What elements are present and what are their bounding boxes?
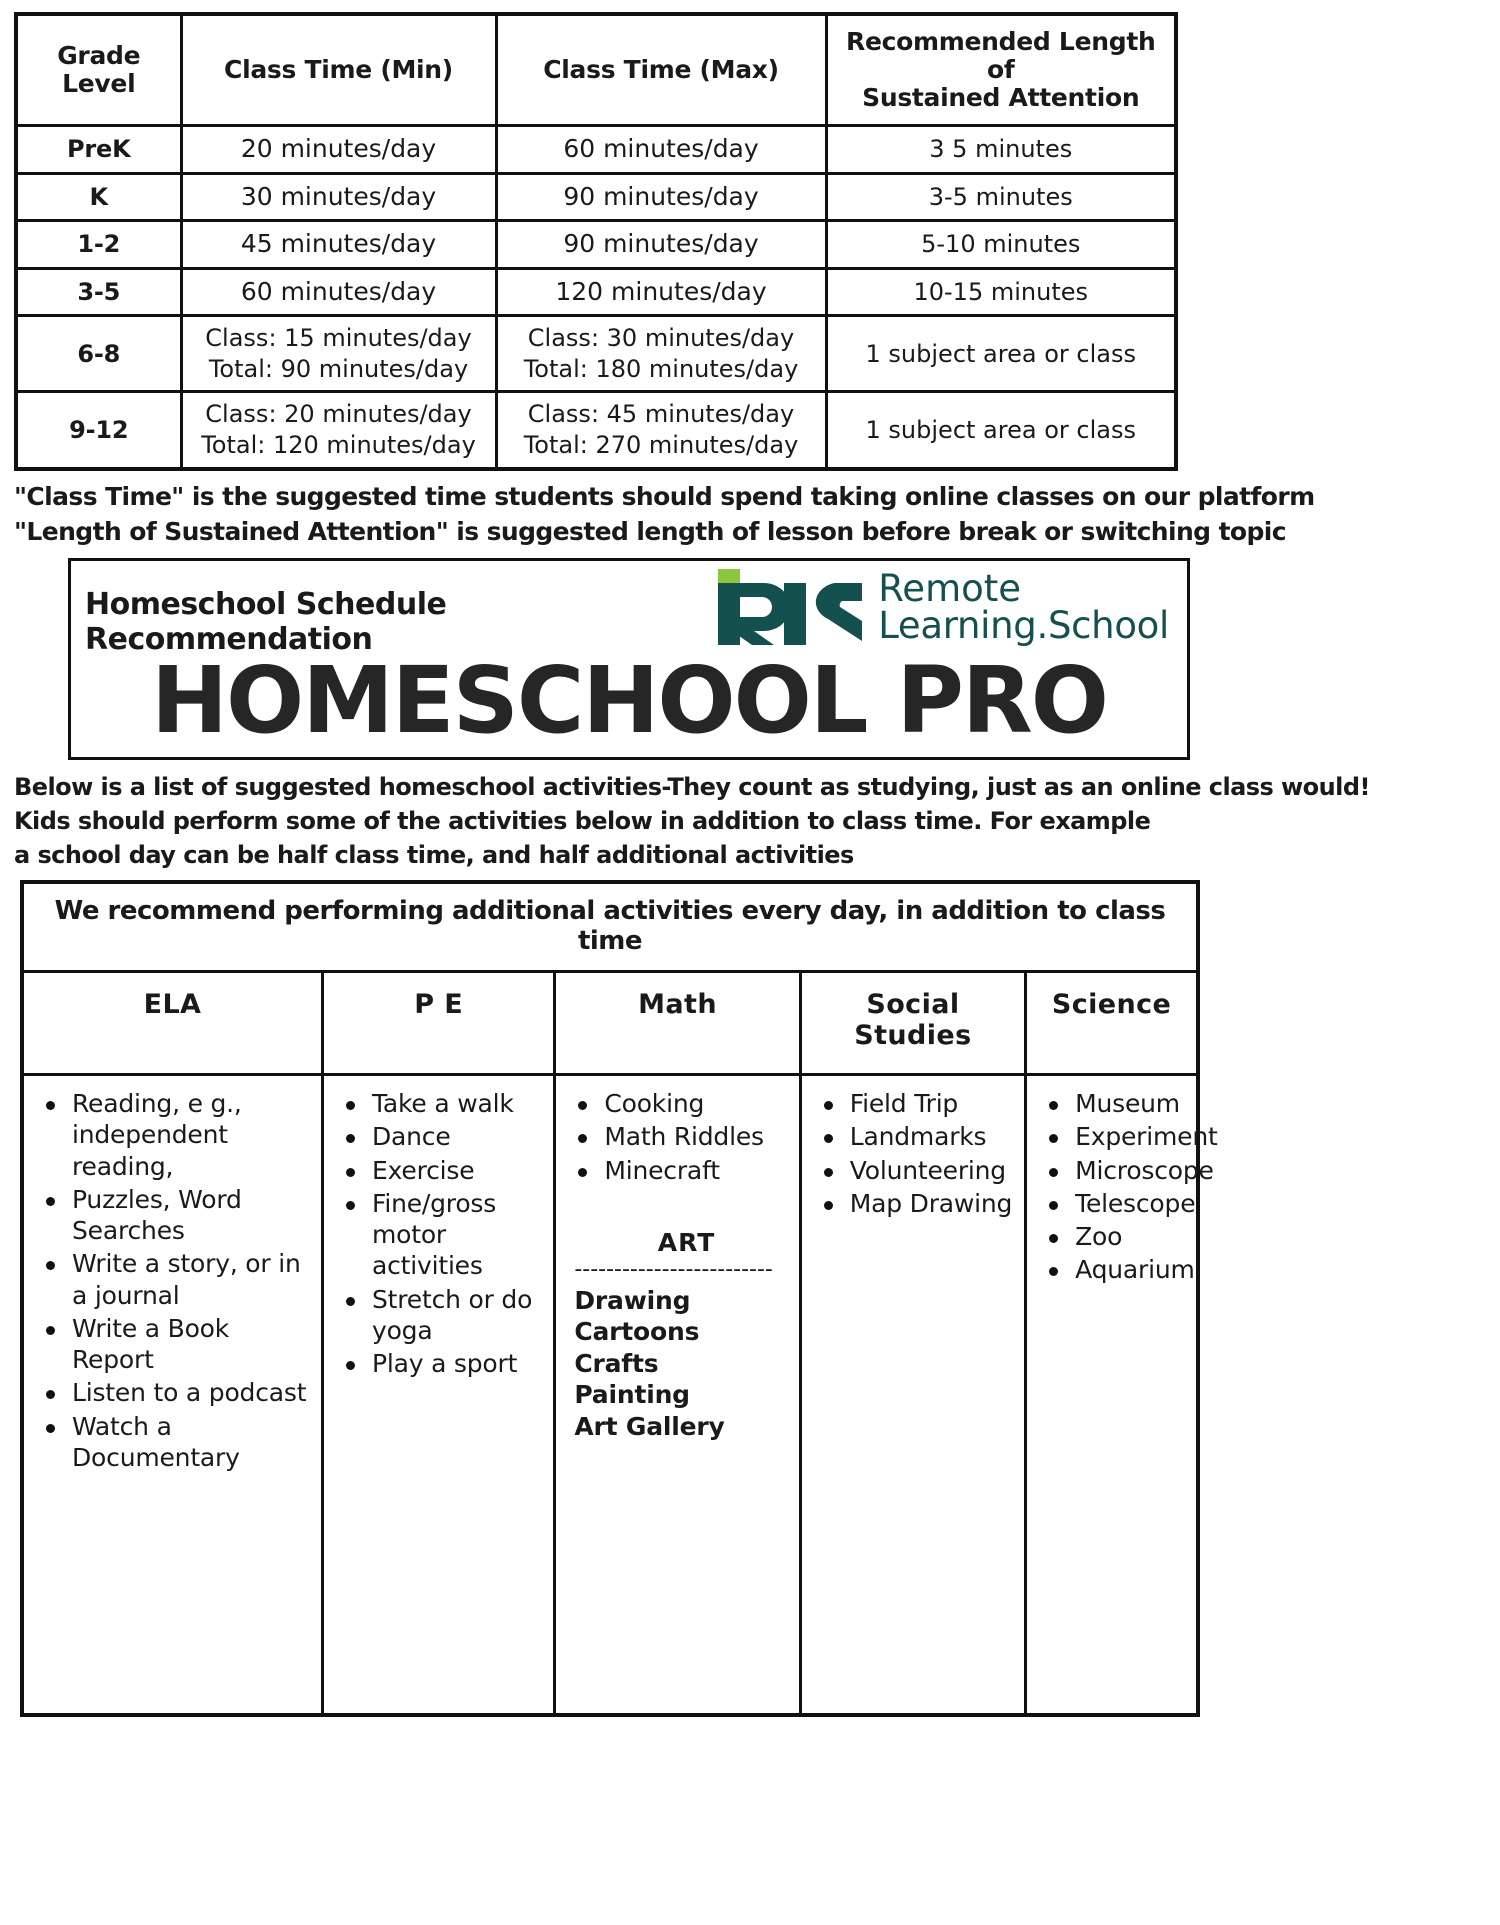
list-item: Map Drawing xyxy=(808,1188,1018,1219)
cell-attention: 3-5 minutes xyxy=(826,173,1176,221)
intro-line-3: a school day can be half class time, and half additional activities xyxy=(14,841,854,870)
list-item: Write a story, or in a journal xyxy=(30,1248,315,1311)
activities-subject-header-row xyxy=(22,972,1198,1075)
list-item: Volunteering xyxy=(808,1155,1018,1186)
note-class-time: "Class Time" is the suggested time students should spend taking online classes on our platform xyxy=(14,481,1315,511)
table-row xyxy=(16,126,1176,174)
list-item: Microscope xyxy=(1033,1155,1190,1186)
list-item: Zoo xyxy=(1033,1221,1190,1252)
header-top-row xyxy=(85,566,1173,657)
header-grade-line2: Level xyxy=(62,69,136,98)
cell-class-max-line1: Class: 45 minutes/day xyxy=(527,400,795,429)
table-row xyxy=(16,268,1176,316)
cell-grade: 3-5 xyxy=(16,268,181,316)
subject-header-social-studies: Social Studies xyxy=(800,972,1025,1075)
cell-class-max xyxy=(496,316,826,392)
cell-grade: 6-8 xyxy=(16,316,181,392)
list-item: Field Trip xyxy=(808,1088,1018,1119)
art-divider: ------------------------- xyxy=(574,1258,773,1281)
list-item: Landmarks xyxy=(808,1121,1018,1152)
header-class-time-max: Class Time (Max) xyxy=(496,14,826,126)
table-row xyxy=(16,173,1176,221)
activities-column-social-studies xyxy=(800,1075,1025,1715)
cell-grade: PreK xyxy=(16,126,181,174)
list-item: Reading, e g., independent reading, xyxy=(30,1088,315,1182)
list-item: Aquarium xyxy=(1033,1254,1190,1285)
intro-line-2: Kids should perform some of the activities below in addition to class time. For example xyxy=(14,806,1151,835)
art-subsection-title: ART xyxy=(657,1227,716,1257)
list-item: Play a sport xyxy=(330,1348,547,1379)
cell-class-max-line1: Class: 30 minutes/day xyxy=(527,324,795,352)
list-item: Watch a Documentary xyxy=(30,1411,315,1474)
activity-list-pe xyxy=(330,1088,547,1379)
cell-class-max-line2: Total: 270 minutes/day xyxy=(523,431,799,460)
cell-class-max: 90 minutes/day xyxy=(496,221,826,269)
cell-class-min: 45 minutes/day xyxy=(181,221,496,269)
cell-attention: 5-10 minutes xyxy=(826,221,1176,269)
table-row xyxy=(16,392,1176,469)
list-item: Listen to a podcast xyxy=(30,1377,315,1408)
list-item: Math Riddles xyxy=(562,1121,792,1152)
logo-word-remote: Remote xyxy=(878,566,1022,610)
cell-class-min xyxy=(181,392,496,469)
schedule-table-head xyxy=(16,14,1176,126)
cell-attention: 1 subject area or class xyxy=(826,316,1176,392)
cell-class-max: 60 minutes/day xyxy=(496,126,826,174)
art-item: Crafts xyxy=(574,1348,659,1378)
subject-header-pe: P E xyxy=(322,972,554,1075)
cell-attention: 3 5 minutes xyxy=(826,126,1176,174)
header-attention-line2: Sustained Attention xyxy=(862,83,1140,112)
table-row xyxy=(16,221,1176,269)
table-header-row xyxy=(16,14,1176,126)
cell-class-min-line2: Total: 90 minutes/day xyxy=(208,354,469,383)
art-item: Painting xyxy=(574,1380,690,1410)
cell-grade: 1-2 xyxy=(16,221,181,269)
schedule-table xyxy=(14,12,1178,471)
cell-class-max xyxy=(496,392,826,469)
subject-header-math: Math xyxy=(555,972,800,1075)
cell-class-min: 20 minutes/day xyxy=(181,126,496,174)
activities-banner: We recommend performing additional activities every day, in addition to class time xyxy=(22,882,1198,972)
activity-list-science xyxy=(1033,1088,1218,1286)
list-item: Write a Book Report xyxy=(30,1313,315,1376)
cell-class-min-line2: Total: 120 minutes/day xyxy=(201,431,476,460)
header-grade-line1: Grade xyxy=(57,41,141,70)
list-item: Telescope xyxy=(1033,1188,1190,1219)
activities-content-row xyxy=(22,1075,1198,1715)
header-class-time-min: Class Time (Min) xyxy=(181,14,496,126)
list-item: Exercise xyxy=(330,1155,547,1186)
header-sustained-attention xyxy=(826,14,1176,126)
cell-class-min xyxy=(181,316,496,392)
rls-logo xyxy=(716,566,1173,647)
cell-grade: 9-12 xyxy=(16,392,181,469)
header-grade-level xyxy=(16,14,181,126)
cell-class-min-line1: Class: 20 minutes/day xyxy=(205,400,472,429)
rls-logo-wordmark xyxy=(878,566,1169,647)
cell-attention: 1 subject area or class xyxy=(826,392,1176,469)
activity-list-ela xyxy=(30,1088,315,1473)
list-item: Fine/gross motor activities xyxy=(330,1188,547,1282)
list-item: Take a walk xyxy=(330,1088,547,1119)
art-subsection xyxy=(562,1228,792,1443)
cell-class-min: 30 minutes/day xyxy=(181,173,496,221)
rls-logomark-icon xyxy=(716,569,864,645)
notes-section xyxy=(0,471,1500,550)
cell-class-max: 120 minutes/day xyxy=(496,268,826,316)
header-box xyxy=(68,558,1190,760)
list-item: Experiment xyxy=(1033,1121,1190,1152)
subject-header-ela: ELA xyxy=(22,972,322,1075)
cell-class-min: 60 minutes/day xyxy=(181,268,496,316)
art-item: Drawing xyxy=(574,1285,691,1315)
table-row xyxy=(16,316,1176,392)
cell-attention: 10-15 minutes xyxy=(826,268,1176,316)
page-title: HOMESCHOOL PRO xyxy=(151,646,1107,754)
activities-column-science xyxy=(1026,1075,1218,1715)
activity-list-math xyxy=(562,1088,792,1186)
activity-list-social-studies xyxy=(808,1088,1018,1219)
activities-table xyxy=(20,880,1218,1717)
header-attention-line1: Recommended Length of xyxy=(846,27,1156,84)
schedule-table-wrapper xyxy=(0,0,1500,471)
list-item: Museum xyxy=(1033,1088,1190,1119)
intro-line-1: Below is a list of suggested homeschool activities-They count as studying, just as an online class would! xyxy=(14,772,1370,801)
cell-class-min-line1: Class: 15 minutes/day xyxy=(205,324,472,352)
activities-banner-row xyxy=(22,882,1198,972)
logo-word-learning-school: Learning.School xyxy=(878,603,1169,647)
activities-column-pe xyxy=(322,1075,554,1715)
cell-grade: K xyxy=(16,173,181,221)
cell-class-max-line2: Total: 180 minutes/day xyxy=(523,354,799,383)
list-item: Stretch or do yoga xyxy=(330,1284,547,1347)
activities-column-ela xyxy=(22,1075,322,1715)
activities-column-math xyxy=(555,1075,800,1715)
note-sustained-attention: "Length of Sustained Attention" is suggested length of lesson before break or switching topic xyxy=(14,517,1286,547)
list-item: Puzzles, Word Searches xyxy=(30,1184,315,1247)
art-item: Art Gallery xyxy=(574,1411,725,1441)
list-item: Cooking xyxy=(562,1088,792,1119)
list-item: Minecraft xyxy=(562,1155,792,1186)
subject-header-science: Science xyxy=(1026,972,1198,1075)
page-subtitle: Homeschool Schedule Recommendation xyxy=(85,586,447,657)
activities-table-wrapper xyxy=(0,872,1500,1717)
intro-section xyxy=(0,760,1500,872)
cell-class-max: 90 minutes/day xyxy=(496,173,826,221)
schedule-table-body xyxy=(16,126,1176,469)
list-item: Dance xyxy=(330,1121,547,1152)
art-item: Cartoons xyxy=(574,1317,700,1347)
